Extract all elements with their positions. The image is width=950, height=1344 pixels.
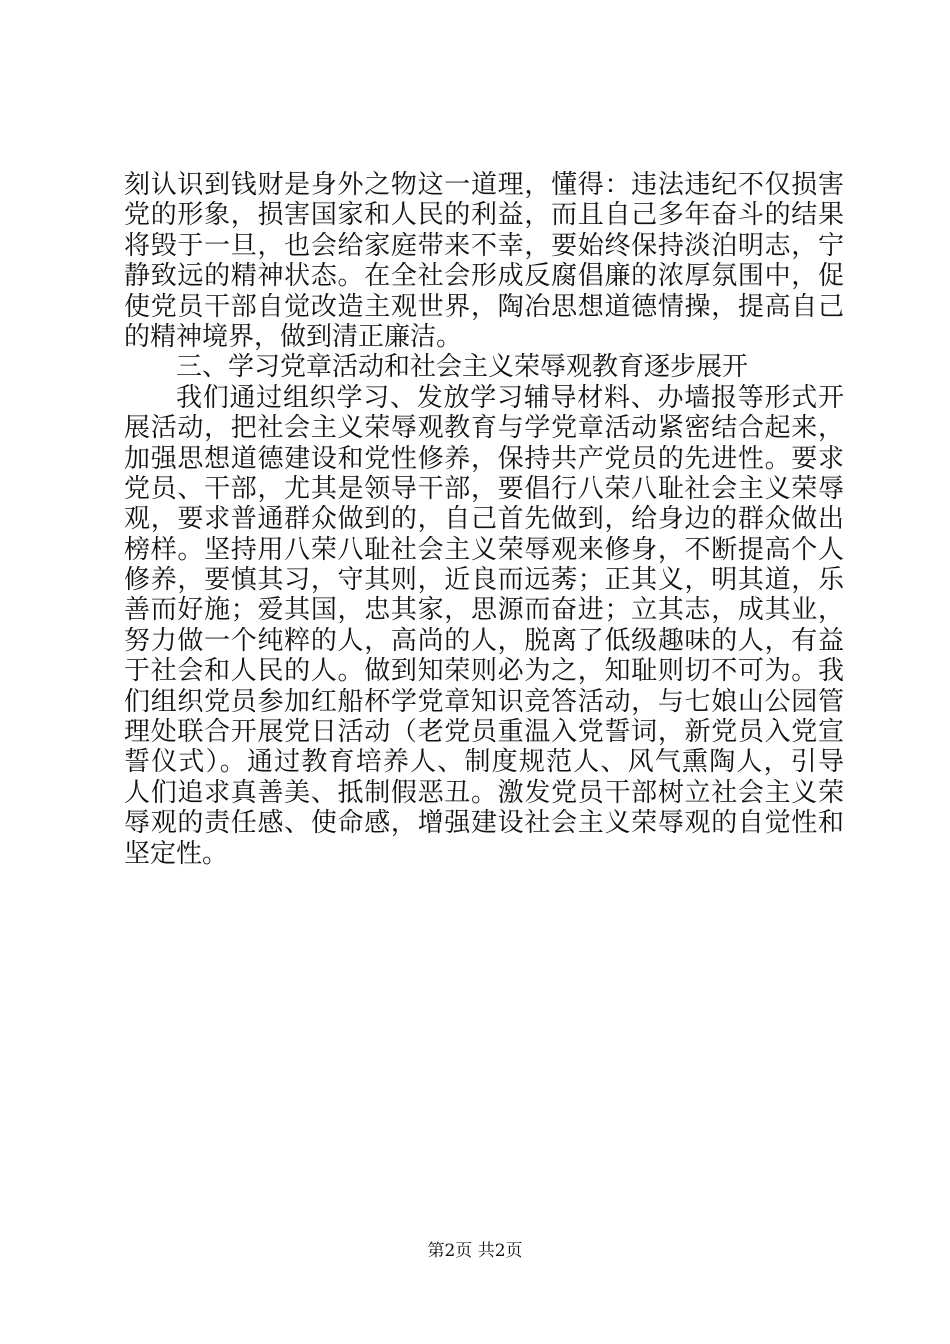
paragraph-2-line: 努力做一个纯粹的人，高尚的人，脱离了低级趣味的人，有益 — [124, 625, 844, 656]
paragraph-1-line: 刻认识到钱财是身外之物这一道理，懂得：违法违纪不仅损害 — [124, 170, 844, 200]
paragraph-2-line: 于社会和人民的人。做到知荣则必为之，知耻则切不可为。我 — [124, 656, 844, 687]
paragraph-2-line: 修养，要慎其习，守其则，近良而远莠；正其义，明其道，乐 — [124, 565, 844, 596]
paragraph-2-line: 人们追求真善美、抵制假恶丑。激发党员干部树立社会主义荣 — [124, 777, 844, 808]
paragraph-2-line: 誓仪式）。通过教育培养人、制度规范人、风气熏陶人，引导 — [124, 747, 844, 778]
document-body — [124, 170, 844, 869]
page-number-footer: 第2页 共2页 — [427, 1241, 523, 1261]
paragraph-2-line: 加强思想道德建设和党性修养，保持共产党员的先进性。要求 — [124, 443, 844, 474]
paragraph-1-line: 党的形象，损害国家和人民的利益，而且自己多年奋斗的结果 — [124, 200, 844, 231]
paragraph-2-line: 我们通过组织学习、发放学习辅导材料、办墙报等形式开 — [176, 382, 844, 413]
paragraph-1-line: 静致远的精神状态。在全社会形成反腐倡廉的浓厚氛围中，促 — [124, 261, 844, 292]
paragraph-2-line: 辱观的责任感、使命感，增强建设社会主义荣辱观的自觉性和 — [124, 808, 844, 839]
paragraph-2-line: 善而好施；爱其国，忠其家，思源而奋进；立其志，成其业， — [124, 595, 844, 626]
paragraph-2-line: 坚定性。 — [124, 838, 229, 869]
paragraph-2-line: 理处联合开展党日活动（老党员重温入党誓词，新党员入党宣 — [124, 717, 844, 748]
paragraph-2-line: 党员、干部，尤其是领导干部，要倡行八荣八耻社会主义荣辱 — [124, 473, 844, 504]
paragraph-1-line: 使党员干部自觉改造主观世界，陶冶思想道德情操，提高自己 — [124, 291, 844, 322]
paragraph-2-line: 榜样。坚持用八荣八耻社会主义荣辱观来修身，不断提高个人 — [124, 534, 844, 565]
paragraph-1-line: 的精神境界，做到清正廉洁。 — [124, 321, 463, 352]
paragraph-2-line: 展活动，把社会主义荣辱观教育与学党章活动紧密结合起来， — [124, 413, 844, 444]
paragraph-1-line: 将毁于一旦，也会给家庭带来不幸，要始终保持淡泊明志，宁 — [124, 230, 844, 261]
paragraph-2-line: 们组织党员参加红船杯学党章知识竞答活动，与七娘山公园管 — [124, 686, 844, 717]
paragraph-2-line: 观，要求普通群众做到的，自己首先做到，给身边的群众做出 — [124, 504, 844, 535]
section-heading: 三、学习党章活动和社会主义荣辱观教育逐步展开 — [176, 352, 749, 383]
